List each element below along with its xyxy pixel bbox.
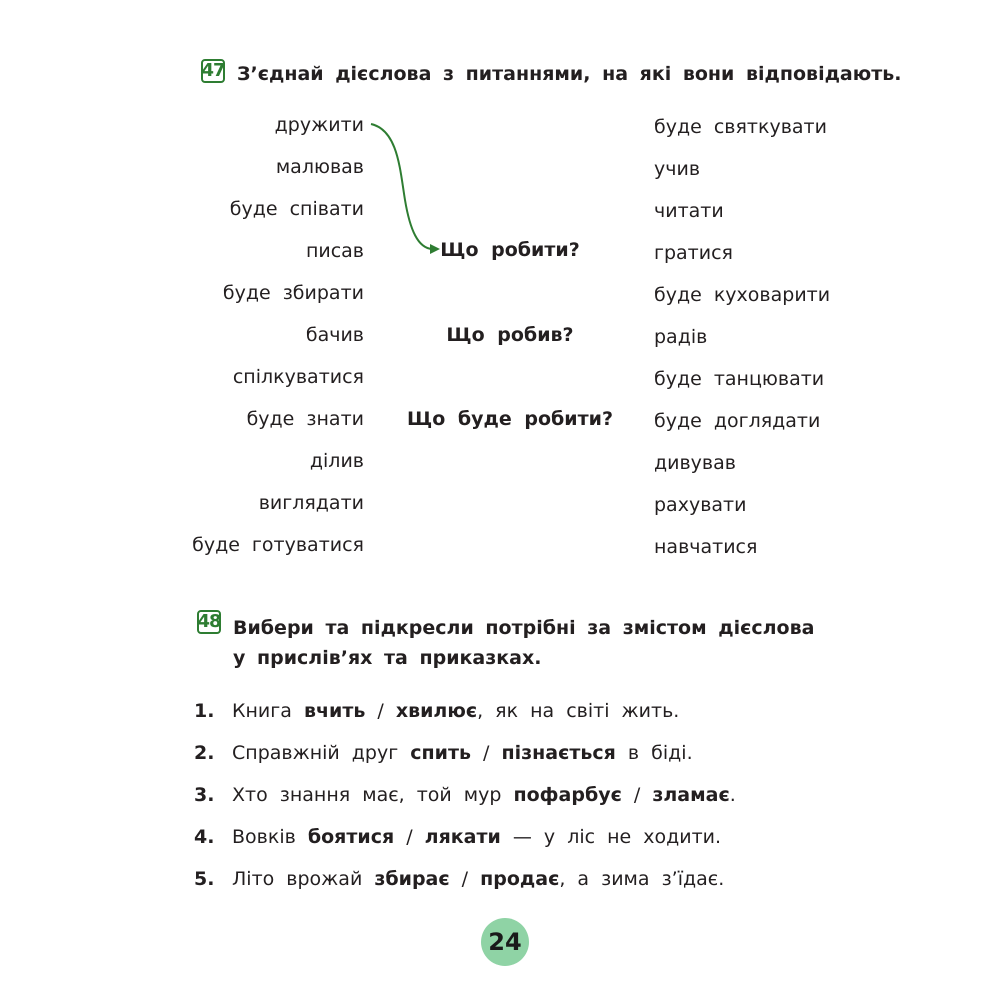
page-number: 24 <box>481 918 529 966</box>
right-word[interactable]: буде святкувати <box>654 116 827 138</box>
task-number-badge-48: 48 <box>197 611 221 632</box>
connector-arrow <box>360 110 450 260</box>
right-word[interactable]: гратися <box>654 242 733 264</box>
left-word[interactable]: буде збирати <box>222 282 364 304</box>
right-word[interactable]: учив <box>654 158 701 180</box>
sentence-text: . <box>729 784 736 806</box>
option-separator: / <box>449 868 481 890</box>
task-number-badge-47: 47 <box>201 60 225 81</box>
verb-option[interactable]: зламає <box>652 784 730 806</box>
proverb-item <box>194 858 736 900</box>
option-separator: / <box>394 826 425 848</box>
item-number: 5. <box>194 868 215 890</box>
right-word[interactable]: радів <box>654 326 708 348</box>
item-number: 2. <box>194 742 215 764</box>
right-word[interactable]: рахувати <box>654 494 747 516</box>
right-word-column <box>654 106 854 568</box>
left-word[interactable]: бачив <box>305 324 364 346</box>
option-separator: / <box>471 742 502 764</box>
right-word[interactable]: дивував <box>654 452 736 474</box>
left-word[interactable]: буде знати <box>246 408 364 430</box>
task-48-title-line2: у прислів’ях та приказках. <box>233 647 542 669</box>
left-word[interactable]: спілкуватися <box>232 366 364 388</box>
verb-option[interactable]: пофарбує <box>513 784 622 806</box>
question-what-to-do[interactable]: Що робити? <box>440 239 580 261</box>
item-number: 4. <box>194 826 215 848</box>
proverb-item <box>194 774 736 816</box>
verb-option[interactable]: лякати <box>424 826 501 848</box>
left-word-column <box>180 104 364 566</box>
sentence-text: — у ліс не ходити. <box>500 826 722 848</box>
verb-option[interactable]: боятися <box>307 826 395 848</box>
task-47-title: З’єднай дієслова з питаннями, на які вони відповідають. <box>237 63 902 85</box>
sentence-text: Літо врожай <box>232 868 375 890</box>
sentence-text: , як на світі жить. <box>477 700 680 722</box>
verb-option[interactable]: продає <box>480 868 560 890</box>
left-word[interactable]: писав <box>305 240 364 262</box>
question-what-did[interactable]: Що робив? <box>446 324 574 346</box>
right-word[interactable]: буде танцювати <box>654 368 825 390</box>
task-48-title-line1: Вибери та підкресли потрібні за змістом дієслова <box>233 617 815 639</box>
verb-option[interactable]: вчить <box>303 700 366 722</box>
sentence-text: Хто знання має, той мур <box>232 784 514 806</box>
sentence-text: Справжній друг <box>232 742 411 764</box>
verb-option[interactable]: хвилює <box>395 700 478 722</box>
sentence-text: , а зима з’їдає. <box>559 868 725 890</box>
item-number: 3. <box>194 784 215 806</box>
left-word[interactable]: дружити <box>274 114 364 136</box>
right-word[interactable]: читати <box>654 200 724 222</box>
sentence-text: в біді. <box>615 742 693 764</box>
sentence-text: Вовків <box>232 826 308 848</box>
left-word[interactable]: буде готуватися <box>192 534 364 556</box>
right-word[interactable]: буде доглядати <box>654 410 821 432</box>
verb-option[interactable]: спить <box>410 742 471 764</box>
proverb-item <box>194 732 736 774</box>
left-word[interactable]: буде співати <box>229 198 364 220</box>
sentence-text: Книга <box>232 700 304 722</box>
question-what-will-do[interactable]: Що буде робити? <box>407 408 613 430</box>
item-number: 1. <box>194 700 215 722</box>
verb-option[interactable]: збирає <box>374 868 450 890</box>
proverb-item <box>194 690 736 732</box>
right-word[interactable]: буде куховарити <box>654 284 831 306</box>
left-word[interactable]: виглядати <box>258 492 364 514</box>
proverb-list <box>194 690 736 900</box>
left-word[interactable]: малював <box>275 156 364 178</box>
option-separator: / <box>365 700 396 722</box>
left-word[interactable]: ділив <box>309 450 364 472</box>
proverb-item <box>194 816 736 858</box>
option-separator: / <box>621 784 653 806</box>
verb-option[interactable]: пізнається <box>501 742 616 764</box>
right-word[interactable]: навчатися <box>654 536 758 558</box>
